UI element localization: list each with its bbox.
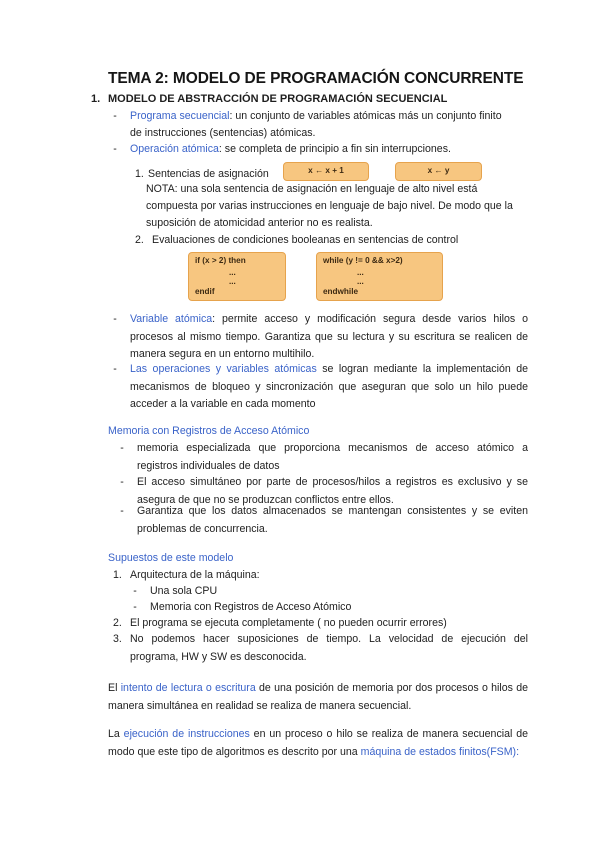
- section-number: 1.: [91, 93, 101, 105]
- paragraph-intento: [108, 680, 528, 715]
- operaciones-variables-paragraph: [130, 361, 528, 414]
- supuesto-tiempo: No podemos hacer suposiciones de tiempo. La velocidad de ejecución del programa, HW y SW es desconocida.: [130, 633, 528, 663]
- code-line: ...: [357, 277, 364, 286]
- supuesto-ejecucion: El programa se ejecuta completamente ( no pueden ocurrir errores): [130, 617, 447, 629]
- operacion-atomica-line: [130, 141, 451, 159]
- memoria-heading: Memoria con Registros de Acceso Atómico: [108, 425, 310, 437]
- term-variable-atomica: Variable atómica: [130, 313, 213, 325]
- sentencias-asignacion-label: Sentencias de asignación: [148, 168, 269, 180]
- memoria-item: Garantiza que los datos almacenados se mantengan consistentes y se eviten problemas de concurrencia.: [137, 505, 528, 535]
- term-intento-lectura: intento de lectura o escritura: [120, 682, 256, 694]
- programa-secuencial-line1: [130, 108, 502, 126]
- code-line: ...: [229, 277, 236, 286]
- bullet-dash: -: [113, 363, 117, 375]
- variable-atomica-text: : permite acceso y modificación segura desde varios hilos o procesos al mismo tiempo. Garantiza que su lectura y su escritura se realicen de manera segura en un entorno multihilo.: [130, 313, 528, 360]
- bullet-dash: -: [133, 601, 137, 613]
- term-maquina-estados: máquina de estados finitos(FSM):: [360, 745, 520, 758]
- bullet-dash: -: [120, 476, 124, 488]
- operaciones-variables-text: se logran mediante la implementación de mecanismos de bloqueo y sincronización que aseguran que solo un hilo puede acceder a la variable en cada momento: [130, 363, 528, 410]
- code-line: while (y != 0 && x>2): [323, 256, 403, 265]
- paragraph-ejecucion: [108, 726, 528, 761]
- supuesto-una-cpu: Una sola CPU: [150, 585, 218, 597]
- code-line: x ← x + 1: [308, 166, 344, 175]
- supuesto-memoria: Memoria con Registros de Acceso Atómico: [150, 601, 352, 613]
- code-box-while: [316, 252, 443, 301]
- code-box-assign-copy: [395, 162, 482, 181]
- operacion-definition: : se completa de principio a fin sin interrupciones.: [218, 143, 451, 155]
- nota-line3: suposición de atomicidad anterior no es realista.: [146, 217, 373, 229]
- para-text: El: [108, 682, 121, 694]
- bullet-dash: -: [120, 442, 124, 454]
- nota-line1: NOTA: una sola sentencia de asignación en lenguaje de alto nivel está: [146, 183, 478, 195]
- section-heading: MODELO DE ABSTRACCIÓN DE PROGRAMACIÓN SECUENCIAL: [108, 93, 448, 105]
- para-text: en un proceso o hilo se realiza de manera secuencial de modo que este tipo de algoritmos es descrito por una: [108, 728, 529, 758]
- para-text: La: [108, 728, 124, 740]
- supuesto-number: 3.: [113, 633, 122, 645]
- bullet-dash: -: [113, 143, 117, 155]
- term-programa-secuencial: Programa secuencial: [130, 110, 230, 122]
- evaluaciones-label: Evaluaciones de condiciones booleanas en sentencias de control: [152, 234, 459, 246]
- sub-number-2: 2.: [135, 234, 144, 246]
- supuestos-heading: Supuestos de este modelo: [108, 552, 234, 564]
- supuesto-number: 1.: [113, 569, 122, 581]
- code-line: x ← y: [427, 166, 450, 175]
- code-line: ...: [357, 268, 364, 277]
- memoria-item: memoria especializada que proporciona mecanismos de acceso atómico a registros individuales de datos: [137, 442, 528, 472]
- nota-line2: compuesta por varias instrucciones en lenguaje de bajo nivel. De modo que la: [146, 200, 513, 212]
- memoria-item: El acceso simultáneo por parte de procesos/hilos a registros es exclusivo y se asegura de que no se produzcan conflictos entre ellos.: [137, 476, 528, 506]
- page-title: TEMA 2: MODELO DE PROGRAMACIÓN CONCURRENTE: [108, 70, 524, 87]
- code-box-assign-increment: [283, 162, 369, 181]
- supuesto-number: 2.: [113, 617, 122, 629]
- term-ejecucion-instrucciones: ejecución de instrucciones: [123, 728, 250, 740]
- code-line: endif: [195, 287, 215, 296]
- bullet-dash: -: [113, 313, 117, 325]
- variable-atomica-paragraph: [130, 311, 528, 364]
- bullet-dash: -: [113, 110, 117, 122]
- code-box-if: [188, 252, 286, 301]
- programa-definition: : un conjunto de variables atómicas más un conjunto finito: [229, 110, 502, 122]
- supuesto-arquitectura: Arquitectura de la máquina:: [130, 569, 260, 581]
- code-line: endwhile: [323, 287, 359, 296]
- bullet-dash: -: [120, 505, 124, 517]
- sub-number-1: 1.: [135, 168, 144, 180]
- term-operaciones-variables: Las operaciones y variables atómicas: [130, 363, 317, 375]
- term-operacion-atomica: Operación atómica: [130, 143, 219, 155]
- code-line: if (x > 2) then: [195, 256, 246, 265]
- para-text: de una posición de memoria por dos procesos o hilos de manera simultánea en realidad se realiza de manera secuencial.: [108, 682, 528, 712]
- programa-secuencial-line2: de instrucciones (sentencias) atómicas.: [130, 127, 316, 139]
- bullet-dash: -: [133, 585, 137, 597]
- code-line: ...: [229, 268, 236, 277]
